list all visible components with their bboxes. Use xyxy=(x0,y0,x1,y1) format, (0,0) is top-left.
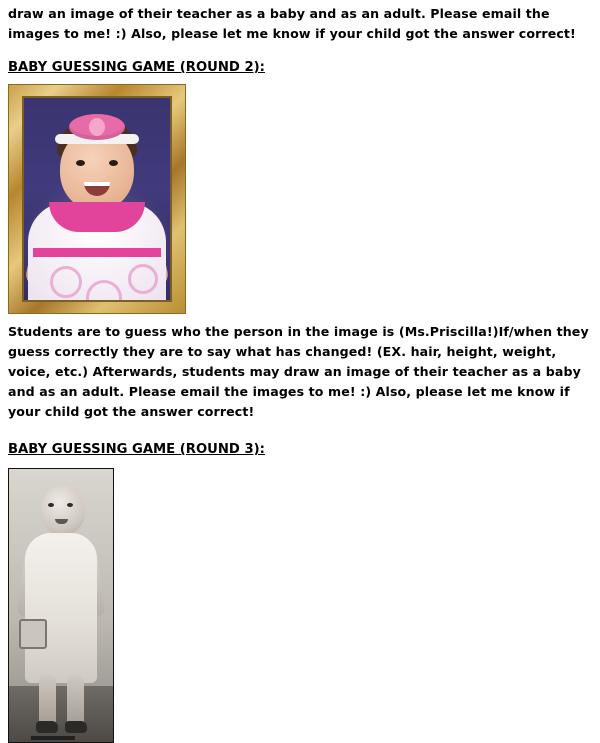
baby-photo-round3 xyxy=(8,468,114,743)
baby-eye-left xyxy=(76,160,85,166)
baby-photo-round2 xyxy=(8,84,186,314)
baby-bow xyxy=(69,114,125,140)
spacer xyxy=(0,314,600,322)
dress-swirl xyxy=(50,266,82,298)
toddler-basket xyxy=(19,619,47,649)
photo-background xyxy=(24,98,170,300)
photo-inner xyxy=(22,96,172,302)
heading-round-3 xyxy=(0,440,600,460)
spacer xyxy=(0,422,600,440)
toddler-leg-right xyxy=(67,675,84,727)
toddler-shoe-right xyxy=(65,721,87,733)
dress-swirl xyxy=(128,264,158,294)
paragraph-top: draw an image of their teacher as a baby and as an adult. Please email the images to me! :) Also, please let me know if your child got the answer correct! xyxy=(8,6,576,41)
toddler-leg-left xyxy=(39,675,56,727)
toddler-shoe-left xyxy=(36,721,58,733)
heading-round-3-text: BABY GUESSING GAME (ROUND 3): xyxy=(8,442,265,457)
paragraph-round-2: Students are to guess who the person in the image is (Ms.Priscilla!)If/when they guess correctly they are to say what has changed! (EX. hair, height, weight, voice, etc.) Afterwards, students may draw an image of their teacher as a baby and as an adult. Please email the images to me! :) Also, please let me know if your child got the answer correct! xyxy=(8,324,589,419)
spacer xyxy=(0,44,600,58)
heading-round-2-text: BABY GUESSING GAME (ROUND 2): xyxy=(8,60,265,75)
photo-floor xyxy=(9,686,113,742)
toddler-eye-left xyxy=(48,503,54,507)
baby-eye-right xyxy=(109,160,118,166)
toddler-head xyxy=(41,485,85,535)
toddler-dress xyxy=(25,533,97,683)
baby-collar xyxy=(49,202,145,232)
baby-dress-stripe xyxy=(33,248,161,257)
heading-round-2 xyxy=(0,58,600,78)
toddler-eye-right xyxy=(67,503,73,507)
